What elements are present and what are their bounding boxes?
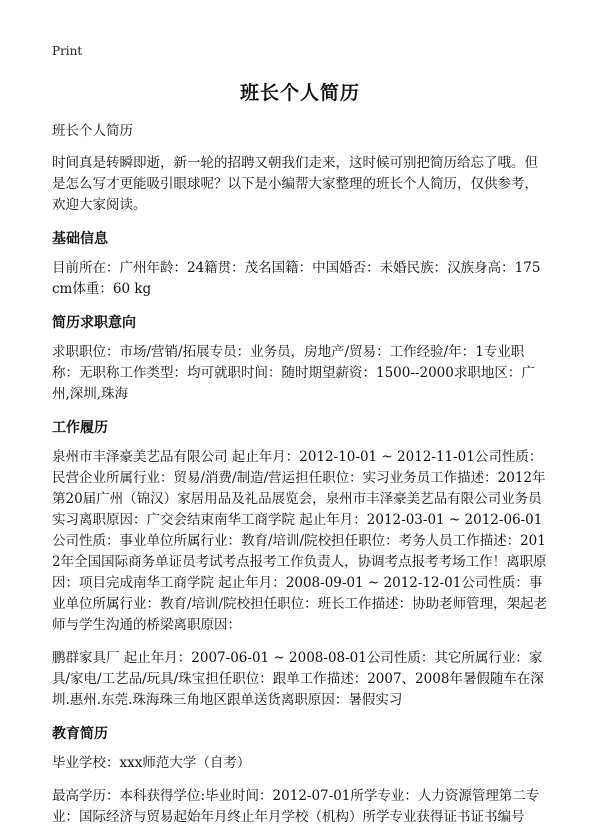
work-history-paragraph-1: 泉州市丰泽豪美艺品有限公司 起止年月：2012-10-01 ~ 2012-11-01公司性质：民营企业所属行业：贸易/消费/制造/营运担任职位：实习业务员工作描述：2012年第20届广州（锦汉）家居用品及礼品展览会，泉州市丰泽豪美艺品有限公司业务员实习离职原因：广交会结束南华工商学院 起止年月：2012-03-01 ~ 2012-06-01公司性质：事业单位所属行业：教育/培训/院校担任职位：考务人员工作描述：2012年全国国际商务单证员考试考点报考工作负责人，协调考点报考考场工作！离职原因：项目完成南华工商学院 起止年月：2008-09-01 ~ 2012-12-01公司性质：事业单位所属行业：教育/培训/院校担任职位：班长工作描述：协助老师管理，架起老师与学生沟通的桥梁离职原因： <box>52 449 548 633</box>
education-heading: 教育简历 <box>52 726 108 742</box>
print-label[interactable]: Print <box>52 44 83 58</box>
job-intention-text: 求职职位：市场/营销/拓展专员：业务员，房地产/贸易：工作经验/年：1专业职称：无职称工作类型：均可就职时间：随时期望薪资：1500--2000求职地区：广州,深圳,珠海 <box>52 344 535 402</box>
intro-paragraph: 时间真是转瞬即逝，新一轮的招聘又朝我们走来，这时候可别把简历给忘了哦。但是怎么写才更能吸引眼球呢？以下是小编帮大家整理的班长个人简历，仅供参考，欢迎大家阅读。 <box>52 155 538 213</box>
basic-info-heading: 基础信息 <box>52 231 108 247</box>
education-detail: 最高学历：本科获得学位:毕业时间：2012-07-01所学专业：人力资源管理第二专业：国际经济与贸易起始年月终止年月学校（机构）所学专业获得证书证书编号 <box>52 788 540 825</box>
basic-info-text: 目前所在：广州年龄：24籍贯：茂名国籍：中国婚否：未婚民族：汉族身高：175 cm体重：60 kg <box>52 260 541 297</box>
job-intention-heading: 简历求职意向 <box>52 315 136 331</box>
work-history-heading: 工作履历 <box>52 420 108 436</box>
page-title: 班长个人简历 <box>239 82 360 104</box>
resume-subtitle: 班长个人简历 <box>52 123 133 139</box>
work-history-paragraph-2: 鹏群家具厂 起止年月：2007-06-01 ~ 2008-08-01公司性质：其它所属行业：家具/家电/工艺品/玩具/珠宝担任职位：跟单工作描述：2007、2008年暑假随车在深圳.惠州.东莞.珠海珠三角地区跟单送货离职原因：暑假实习 <box>52 650 544 708</box>
education-school: 毕业学校：xxx师范大学（自考） <box>52 755 251 771</box>
